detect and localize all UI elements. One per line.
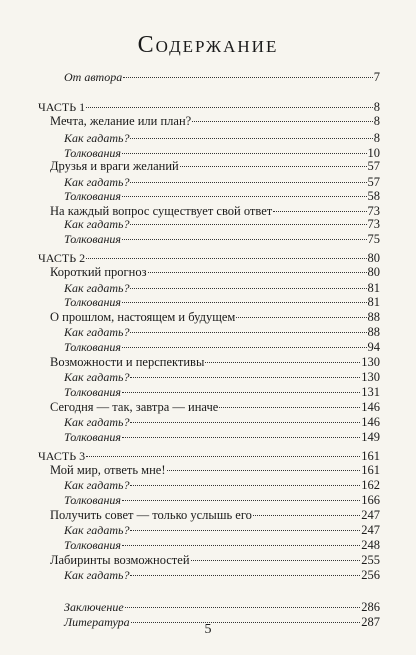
toc-entry-title: Как гадать? — [64, 175, 130, 189]
toc-subentry — [0, 146, 380, 160]
dot-leader — [130, 485, 360, 486]
toc-entry-page: 80 — [367, 265, 380, 279]
toc-entry-title: Как гадать? — [64, 523, 130, 537]
toc-entry-title: Толкования — [64, 340, 121, 354]
toc-entry-page: 130 — [361, 355, 380, 369]
dot-leader — [130, 575, 360, 576]
dot-leader — [130, 224, 366, 225]
dot-leader — [122, 437, 360, 438]
dot-leader — [130, 138, 372, 139]
toc-entry-page: 94 — [367, 340, 380, 354]
toc-entry-title: Как гадать? — [64, 281, 130, 295]
toc-subentry — [0, 493, 380, 507]
toc-entry-title: Мечта, желание или план? — [50, 114, 192, 128]
toc-part-heading — [0, 449, 380, 463]
toc-chapter-entry — [0, 114, 380, 128]
dot-leader — [192, 121, 373, 122]
toc-entry-page: 287 — [361, 615, 380, 629]
toc-part-heading — [0, 251, 380, 265]
toc-chapter-entry — [0, 310, 380, 324]
dot-leader — [122, 239, 367, 240]
dot-leader — [130, 288, 366, 289]
toc-entry-title: Как гадать? — [64, 131, 130, 145]
dot-leader — [219, 407, 360, 408]
toc-entry-title: Как гадать? — [64, 568, 130, 582]
toc-entry-page: 57 — [367, 159, 380, 173]
toc-subentry — [0, 600, 380, 614]
toc-chapter-entry — [0, 265, 380, 279]
toc-subentry — [0, 430, 380, 444]
page-title: Содержание — [137, 32, 279, 58]
toc-entry-title: Толкования — [64, 295, 121, 309]
dot-leader — [122, 302, 367, 303]
dot-leader — [86, 258, 366, 259]
toc-entry-title: Толкования — [64, 493, 121, 507]
toc-chapter-entry — [0, 204, 380, 218]
toc-entry-title: ЧАСТЬ 1 — [38, 100, 86, 114]
dot-leader — [125, 607, 361, 608]
toc-entry-page: 88 — [367, 310, 380, 324]
dot-leader — [130, 332, 366, 333]
toc-entry-page: 80 — [367, 251, 380, 265]
dot-leader — [253, 515, 360, 516]
toc-entry-title: Мой мир, ответь мне! — [50, 463, 166, 477]
toc-entry-title: На каждый вопрос существует свой ответ — [50, 204, 273, 218]
toc-subentry — [0, 189, 380, 203]
toc-subentry — [0, 295, 380, 309]
toc-subentry — [0, 568, 380, 582]
toc-entry-page: 57 — [367, 175, 380, 189]
toc-subentry — [0, 281, 380, 295]
dot-leader — [191, 560, 361, 561]
toc-entry-title: Как гадать? — [64, 415, 130, 429]
dot-leader — [130, 422, 360, 423]
toc-subentry — [0, 538, 380, 552]
dot-leader — [122, 153, 367, 154]
toc-subentry — [0, 217, 380, 231]
toc-entry-page: 8 — [373, 131, 380, 145]
toc-entry-title: Толкования — [64, 538, 121, 552]
dot-leader — [273, 211, 366, 212]
toc-entry-title: Возможности и перспективы — [50, 355, 205, 369]
toc-part-heading — [0, 100, 380, 114]
toc-subentry — [0, 415, 380, 429]
toc-subentry — [0, 370, 380, 384]
dot-leader — [130, 377, 360, 378]
toc-entry-page: 166 — [361, 493, 380, 507]
toc-entry-page: 88 — [367, 325, 380, 339]
page-number: 5 — [204, 622, 212, 637]
dot-leader — [122, 500, 360, 501]
toc-chapter-entry — [0, 553, 380, 567]
toc-entry-page: 75 — [367, 232, 380, 246]
toc-entry-page: 8 — [373, 100, 380, 114]
toc-chapter-entry — [0, 159, 380, 173]
toc-entry-page: 161 — [361, 449, 380, 463]
toc-entry-page: 8 — [373, 114, 380, 128]
toc-entry-page: 255 — [361, 553, 380, 567]
toc-chapter-entry — [0, 463, 380, 477]
toc-entry-title: Заключение — [64, 600, 124, 614]
toc-entry-title: Лабиринты возможностей — [50, 553, 190, 567]
toc-entry-page: 131 — [361, 385, 380, 399]
toc-entry-page: 247 — [361, 523, 380, 537]
toc-entry-page: 130 — [361, 370, 380, 384]
dot-leader — [86, 456, 360, 457]
dot-leader — [122, 545, 360, 546]
dot-leader — [148, 272, 367, 273]
toc-entry-page: 81 — [367, 295, 380, 309]
dot-leader — [236, 317, 366, 318]
dot-leader — [122, 392, 360, 393]
toc-chapter-entry — [0, 508, 380, 522]
toc-subentry — [0, 70, 380, 84]
dot-leader — [123, 77, 373, 78]
toc-entry-title: Как гадать? — [64, 325, 130, 339]
toc-entry-title: Толкования — [64, 146, 121, 160]
toc-subentry — [0, 385, 380, 399]
toc-entry-page: 146 — [361, 400, 380, 414]
toc-entry-page: 247 — [361, 508, 380, 522]
toc-subentry — [0, 325, 380, 339]
dot-leader — [180, 166, 367, 167]
toc-subentry — [0, 478, 380, 492]
toc-subentry — [0, 523, 380, 537]
toc-entry-title: ЧАСТЬ 3 — [38, 449, 86, 463]
toc-entry-page: 162 — [361, 478, 380, 492]
toc-entry-page: 73 — [367, 217, 380, 231]
toc-entry-title: ЧАСТЬ 2 — [38, 251, 86, 265]
toc-entry-page: 73 — [367, 204, 380, 218]
toc-subentry — [0, 175, 380, 189]
toc-entry-title: О прошлом, настоящем и будущем — [50, 310, 236, 324]
toc-entry-page: 7 — [373, 70, 380, 84]
dot-leader — [122, 347, 367, 348]
toc-entry-title: От автора — [64, 70, 123, 84]
toc-subentry — [0, 232, 380, 246]
toc-entry-page: 286 — [361, 600, 380, 614]
toc-entry-page: 58 — [367, 189, 380, 203]
toc-entry-page: 256 — [361, 568, 380, 582]
toc-entry-title: Как гадать? — [64, 478, 130, 492]
toc-entry-title: Толкования — [64, 232, 121, 246]
toc-entry-title: Сегодня — так, завтра — иначе — [50, 400, 219, 414]
toc-subentry — [0, 340, 380, 354]
dot-leader — [122, 196, 367, 197]
toc-entry-page: 10 — [367, 146, 380, 160]
toc-entry-title: Как гадать? — [64, 217, 130, 231]
dot-leader — [86, 107, 373, 108]
toc-chapter-entry — [0, 355, 380, 369]
dot-leader — [167, 470, 361, 471]
toc-entry-page: 161 — [361, 463, 380, 477]
toc-subentry — [0, 131, 380, 145]
toc-entry-title: Как гадать? — [64, 370, 130, 384]
dot-leader — [130, 530, 360, 531]
toc-entry-title: Короткий прогноз — [50, 265, 147, 279]
toc-entry-title: Толкования — [64, 189, 121, 203]
toc-entry-title: Литература — [64, 615, 130, 629]
toc-chapter-entry — [0, 400, 380, 414]
toc-entry-title: Друзья и враги желаний — [50, 159, 179, 173]
toc-entry-title: Толкования — [64, 430, 121, 444]
toc-entry-page: 149 — [361, 430, 380, 444]
toc-entry-page: 81 — [367, 281, 380, 295]
toc-entry-page: 146 — [361, 415, 380, 429]
toc-entry-title: Получить совет — только услышь его — [50, 508, 252, 522]
toc-entry-page: 248 — [361, 538, 380, 552]
dot-leader — [205, 362, 360, 363]
toc-entry-title: Толкования — [64, 385, 121, 399]
dot-leader — [130, 182, 366, 183]
